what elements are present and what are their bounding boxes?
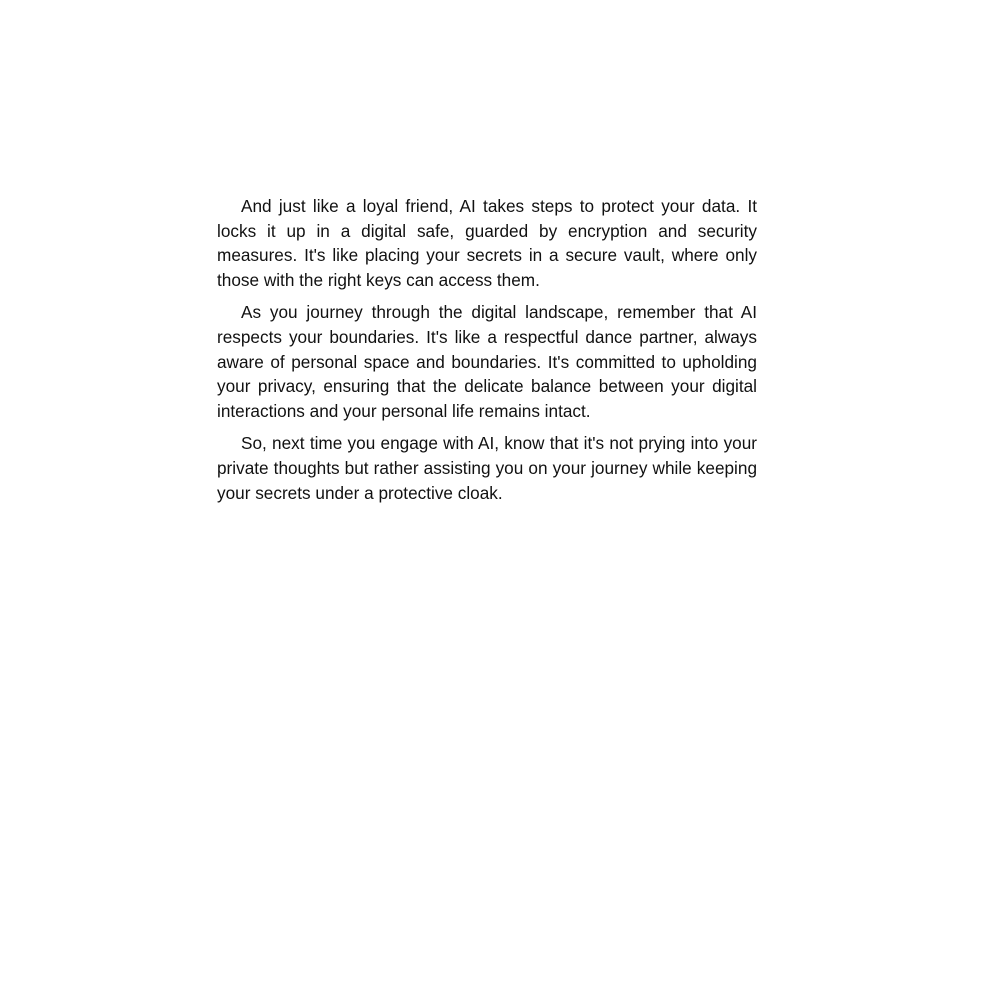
paragraph-boundaries: As you journey through the digital landscape, remember that AI respects your boundaries. It's like a respectful dance partner, always aware of personal space and boundaries. It's committed to upholding your privacy, ensuring that the delicate balance between your digital interactions and your personal life remains intact. xyxy=(217,302,757,421)
body-text xyxy=(217,194,757,513)
paragraph-protective-cloak: So, next time you engage with AI, know that it's not prying into your private thoughts but rather assisting you on your journey while keeping your secrets under a protective cloak. xyxy=(217,433,757,503)
paragraph-data-protection: And just like a loyal friend, AI takes steps to protect your data. It locks it up in a digital safe, guarded by encryption and security measures. It's like placing your secrets in a secure vault, where only those with the right keys can access them. xyxy=(217,196,757,290)
